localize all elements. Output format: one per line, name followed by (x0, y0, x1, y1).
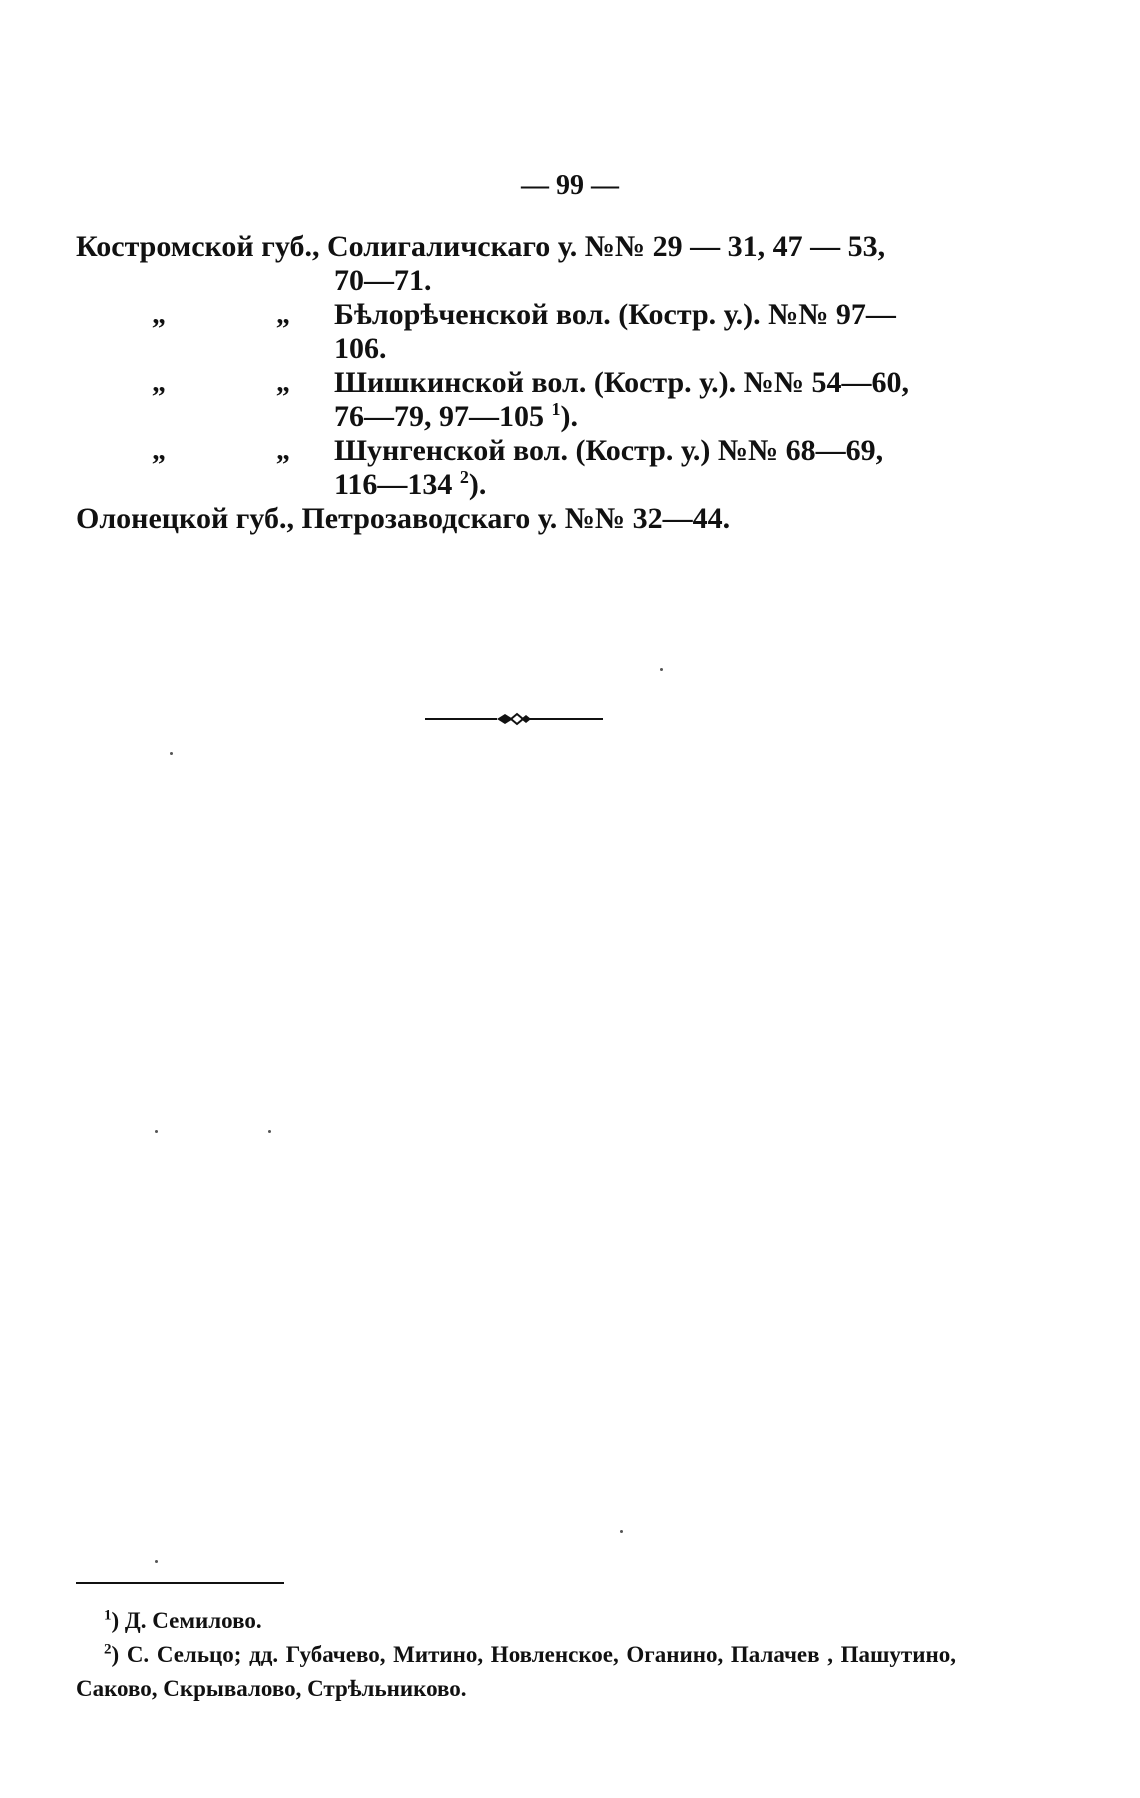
entry-belorechenskaya (76, 298, 956, 366)
footnote-text: ) С. Сельцо; дд. Губачево, Митино, Новленское, Оганино, Палачев , Пашутино, Саково, Скрывалово, Стрѣльниково. (76, 1642, 956, 1701)
entry-line: Шишкинской вол. (Костр. у.). №№ 54—60, (334, 366, 909, 399)
ditto-mark: „ (276, 435, 290, 466)
ditto-mark: „ (152, 299, 166, 330)
scan-speck (170, 752, 173, 755)
scan-speck (660, 668, 663, 671)
scan-speck (268, 1130, 271, 1133)
entry-olonets-petrozavodsk (76, 502, 956, 536)
entry-continuation: 116—134 (334, 468, 453, 501)
entry-line: Костромской губ., Солигаличскаго у. №№ 29 — 31, 47 — 53, (76, 230, 886, 263)
footnote-2 (76, 1638, 956, 1706)
footnote-1 (76, 1604, 956, 1638)
scan-speck (155, 1130, 158, 1133)
footnote-mark: 1 (104, 1607, 112, 1624)
scan-speck (155, 1560, 158, 1563)
ditto-mark: „ (152, 367, 166, 398)
footnote-ref: 2 (459, 467, 469, 487)
page-number: — 99 — (521, 170, 619, 201)
footnotes (76, 1604, 956, 1706)
entry-tail: ). (560, 400, 578, 433)
entry-tail: ). (468, 468, 487, 501)
entries-list (76, 230, 956, 536)
ornament-divider (425, 712, 603, 726)
entry-shishkinskaya (76, 366, 956, 434)
footnote-ref: 1 (551, 399, 561, 419)
entry-continuation: 70—71. (334, 264, 432, 297)
entry-line: Шунгенской вол. (Костр. у.) №№ 68—69, (334, 434, 884, 467)
ditto-mark: „ (152, 435, 166, 466)
entry-kostroma-soligalich (76, 230, 956, 298)
footnote-mark: 2 (104, 1641, 112, 1658)
entry-continuation: 76—79, 97—105 (334, 400, 544, 433)
footnote-rule (76, 1582, 284, 1584)
scan-speck (620, 1530, 623, 1533)
footnote-text: ) Д. Семилово. (111, 1608, 262, 1633)
ditto-mark: „ (276, 367, 290, 398)
entry-line: Бѣлорѣченской вол. (Костр. у.). №№ 97— (334, 298, 896, 331)
entry-line: Олонецкой губ., Петрозаводскаго у. №№ 32—44. (76, 502, 731, 535)
ditto-mark: „ (276, 299, 290, 330)
entry-shungenskaya (76, 434, 956, 502)
entry-continuation: 106. (334, 332, 387, 365)
